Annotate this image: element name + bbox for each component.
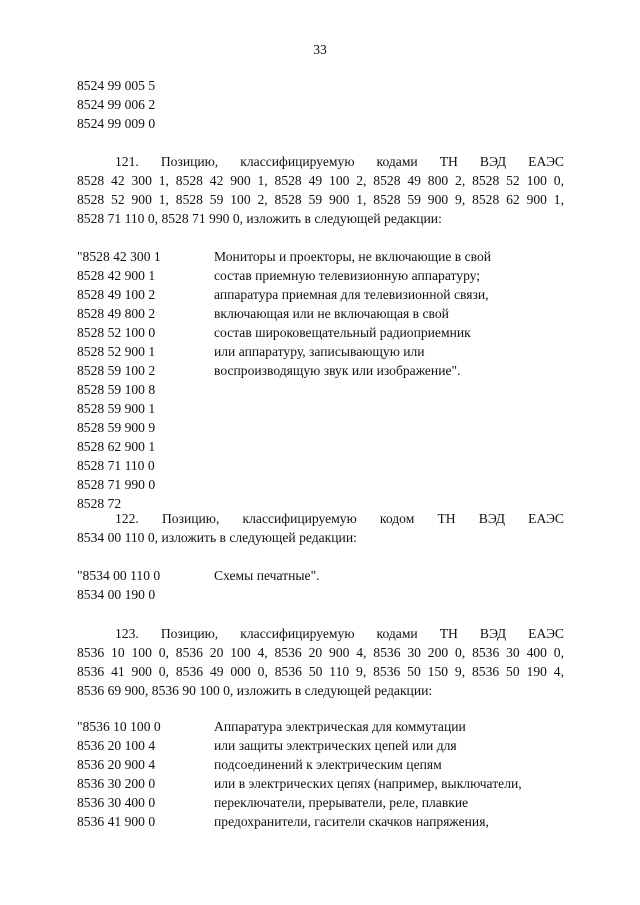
- paragraph-123: [77, 624, 564, 700]
- description-column: [214, 717, 574, 831]
- description-column: [214, 247, 574, 380]
- paragraph-line: 122. Позицию, классифицируемую кодом ТН ВЭД ЕАЭС: [115, 511, 564, 526]
- code-cell: 8528 59 100 8: [77, 382, 156, 397]
- description-line: Мониторы и проекторы, не включающие в свой: [214, 249, 492, 264]
- paragraph-line: 8536 10 100 0, 8536 20 100 4, 8536 20 900 4, 8536 30 200 0, 8536 30 400 0,: [77, 645, 564, 660]
- code-cell: 8528 42 900 1: [77, 268, 156, 283]
- description-line: предохранители, гасители скачков напряжения,: [214, 814, 489, 829]
- code-column: [77, 717, 212, 831]
- paragraph-line: 8528 52 900 1, 8528 59 100 2, 8528 59 900 1, 8528 59 900 9, 8528 62 900 1,: [77, 192, 564, 207]
- code-cell: 8528 59 900 1: [77, 401, 156, 416]
- code-cell: 8536 30 400 0: [77, 795, 156, 810]
- description-line: переключатели, прерыватели, реле, плавкие: [214, 795, 469, 810]
- description-line: или в электрических цепях (например, выключатели,: [214, 776, 522, 791]
- description-column: [214, 566, 574, 585]
- paragraph-121: [77, 152, 564, 228]
- paragraph-line: 123. Позицию, классифицируемую кодами ТН ВЭД ЕАЭС: [115, 626, 564, 641]
- description-line: состав приемную телевизионную аппаратуру;: [214, 268, 481, 283]
- description-line: или аппаратуру, записывающую или: [214, 344, 425, 359]
- paragraph-line: 121. Позицию, классифицируемую кодами ТН ВЭД ЕАЭС: [115, 154, 564, 169]
- code-cell: 8536 30 200 0: [77, 776, 156, 791]
- description-line: аппаратура приемная для телевизионной связи,: [214, 287, 489, 302]
- code-column: [77, 247, 212, 513]
- code-cell: 8528 62 900 1: [77, 439, 156, 454]
- code-cell: 8528 49 100 2: [77, 287, 156, 302]
- code-line: 8524 99 005 5: [77, 78, 156, 93]
- code-cell: 8528 71 990 0: [77, 477, 156, 492]
- code-cell: 8536 41 900 0: [77, 814, 156, 829]
- code-cell: "8528 42 300 1: [77, 249, 161, 264]
- code-cell: 8528 72: [77, 496, 122, 511]
- code-line: 8524 99 006 2: [77, 97, 156, 112]
- code-cell: 8536 20 900 4: [77, 757, 156, 772]
- code-cell: 8528 52 900 1: [77, 344, 156, 359]
- description-line: воспроизводящую звук или изображение".: [214, 363, 461, 378]
- paragraph-line: 8534 00 110 0, изложить в следующей редакции:: [77, 530, 357, 545]
- code-cell: 8528 49 800 2: [77, 306, 156, 321]
- page-number: 33: [313, 42, 327, 57]
- description-line: или защиты электрических цепей или для: [214, 738, 457, 753]
- code-line: 8524 99 009 0: [77, 116, 156, 131]
- description-line: Схемы печатные".: [214, 568, 320, 583]
- code-cell: "8536 10 100 0: [77, 719, 161, 734]
- continued-code-list: [77, 76, 155, 133]
- paragraph-122: [77, 509, 564, 547]
- code-column: [77, 566, 212, 604]
- paragraph-line: 8536 69 900, 8536 90 100 0, изложить в следующей редакции:: [77, 683, 433, 698]
- description-line: состав широковещательный радиоприемник: [214, 325, 471, 340]
- code-cell: 8528 59 900 9: [77, 420, 156, 435]
- description-line: Аппаратура электрическая для коммутации: [214, 719, 466, 734]
- code-cell: 8528 59 100 2: [77, 363, 156, 378]
- paragraph-line: 8536 41 900 0, 8536 49 000 0, 8536 50 110 9, 8536 50 150 9, 8536 50 190 4,: [77, 664, 564, 679]
- code-cell: 8528 52 100 0: [77, 325, 156, 340]
- paragraph-line: 8528 71 110 0, 8528 71 990 0, изложить в следующей редакции:: [77, 211, 442, 226]
- description-line: подсоединений к электрическим цепям: [214, 757, 442, 772]
- code-cell: "8534 00 110 0: [77, 568, 161, 583]
- description-line: включающая или не включающая в свой: [214, 306, 449, 321]
- code-cell: 8536 20 100 4: [77, 738, 156, 753]
- code-cell: 8528 71 110 0: [77, 458, 155, 473]
- paragraph-line: 8528 42 300 1, 8528 42 900 1, 8528 49 100 2, 8528 49 800 2, 8528 52 100 0,: [77, 173, 564, 188]
- code-cell: 8534 00 190 0: [77, 587, 156, 602]
